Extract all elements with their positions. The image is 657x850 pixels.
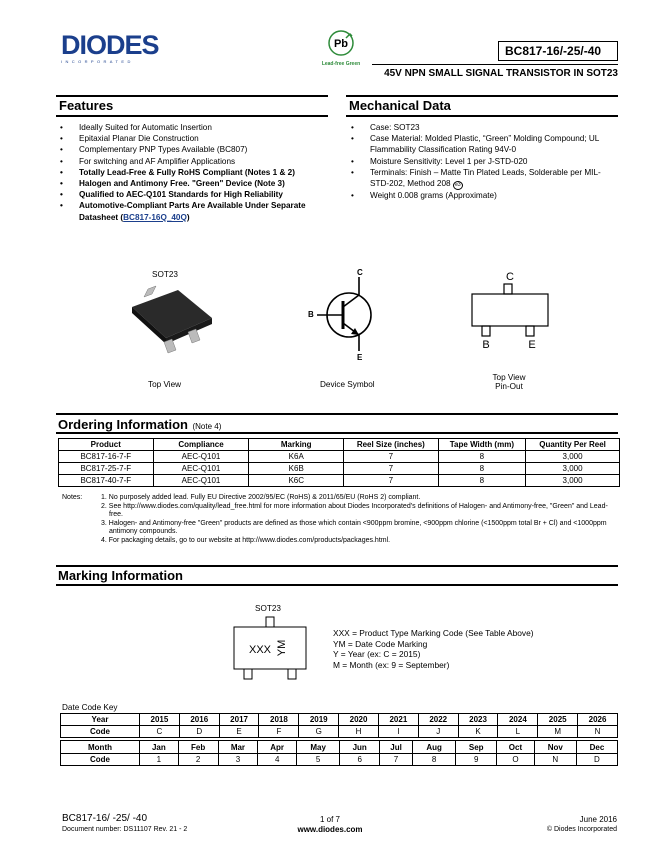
- table-row: BC817-40-7-F AEC-Q101 K6C 7 8 3,000: [59, 475, 620, 487]
- footer-page: 1 of 7: [319, 815, 340, 824]
- ordering-table: [58, 438, 620, 487]
- feature-item: • Totally Lead-Free & Fully RoHS Compliant (Notes 1 & 2): [56, 167, 328, 178]
- marking-code-ym: YM: [276, 639, 288, 657]
- marking-legend: XXX = Product Type Marking Code (See Table Above) YM = Date Code Marking Y = Year (ex: C = 2015) M = Month (ex: 9 = September): [333, 628, 534, 670]
- mechanical-item: • Terminals: Finish – Matte Tin Plated Leads, Solderable per MIL-STD-202, Method 208 e3: [347, 167, 607, 190]
- feature-item: • Qualified to AEC-Q101 Standards for High Reliability: [56, 189, 328, 200]
- footer-copyright: © Diodes Incorporated: [546, 826, 617, 833]
- year-code-row: Code C D E F G H I J K L M N: [61, 726, 618, 738]
- symbol-pin-c: C: [357, 268, 363, 277]
- table-row: BC817-25-7-F AEC-Q101 K6B 7 8 3,000: [59, 463, 620, 475]
- symbol-pin-e: E: [357, 353, 363, 362]
- date-code-month-table: [60, 740, 618, 766]
- table-row: BC817-16-7-F AEC-Q101 K6A 7 8 3,000: [59, 451, 620, 463]
- doc-subtitle: 45V NPN SMALL SIGNAL TRANSISTOR IN SOT23: [384, 68, 618, 79]
- feature-item: • Epitaxial Planar Die Construction: [56, 133, 328, 144]
- lead-free-logo: [316, 28, 366, 67]
- marking-code-xxx: XXX: [248, 644, 272, 656]
- note-item: 3. Halogen- and Antimony-free "Green" products are defined as those which contain <900ppm bromine, <900ppm chlorine (<1500ppm total Br + Cl) and <1000ppm antimony compounds.: [101, 519, 607, 536]
- ordering-title: Ordering Information (Note 4): [58, 417, 222, 432]
- top-view-caption: Top View: [148, 380, 182, 389]
- mechanical-item: • Case Material: Molded Plastic, “Green” Molding Compound; UL Flammability Classification Rating 94V-0: [347, 133, 607, 155]
- mechanical-title: Mechanical Data: [349, 98, 451, 113]
- pinout-pin-b: B: [482, 339, 490, 351]
- marking-title: Marking Information: [58, 568, 183, 583]
- feature-item: • Automotive-Compliant Parts Are Available Under Separate Datasheet (BC817-16Q_40Q): [56, 200, 328, 222]
- month-code-row: Code 1 2 3 4 5 6 7 8 9 O N D: [61, 754, 618, 766]
- device-symbol-caption: Device Symbol: [320, 380, 375, 389]
- symbol-pin-b: B: [308, 310, 314, 319]
- logo-text: DIODES: [61, 30, 159, 60]
- notes-list: [101, 494, 616, 546]
- e3-mark: e3: [453, 181, 463, 190]
- features-title: Features: [59, 98, 114, 113]
- note-item: 4. For packaging details, go to our website at http://www.diodes.com/products/packages.html.: [101, 536, 391, 544]
- marking-sot23-label: SOT23: [255, 604, 281, 613]
- feature-item: • Complementary PNP Types Available (BC807): [56, 144, 328, 155]
- lead-free-label: Lead-free Green: [321, 61, 361, 67]
- date-code-title: Date Code Key: [62, 703, 118, 712]
- feature-item: • For switching and AF Amplifier Applications: [56, 156, 328, 167]
- date-code-year-table: [60, 713, 618, 738]
- footer-date: June 2016: [579, 815, 617, 824]
- sot23-label: SOT23: [152, 270, 178, 279]
- features-list: [56, 122, 328, 223]
- marking-package-diagram: [230, 615, 310, 683]
- ordering-header-row: Product Compliance Marking Reel Size (inches) Tape Width (mm) Quantity Per Reel: [59, 439, 620, 451]
- logo-subtext: INCORPORATED: [61, 59, 134, 64]
- feature-item: • Halogen and Antimony Free. "Green" Device (Note 3): [56, 178, 328, 189]
- pinout-caption: Top View Pin-Out: [492, 373, 526, 391]
- device-symbol: [305, 265, 385, 365]
- sot23-package-image: [120, 282, 220, 362]
- feature-item: • Ideally Suited for Automatic Insertion: [56, 122, 328, 133]
- pinout-pin-c: C: [506, 271, 514, 283]
- pb-symbol: Pb: [333, 38, 349, 50]
- note-item: 1. No purposely added lead. Fully EU Directive 2002/95/EC (RoHS) & 2011/65/EU (RoHS 2) compliant.: [101, 494, 421, 501]
- note-item: 2. See http://www.diodes.com/quality/lead_free.html for more information about Diodes Incorporated’s definitions of Halogen- and Antimony-free, "Green" and Lead-free.: [101, 502, 608, 519]
- month-row: Month Jan Feb Mar Apr May Jun Jul Aug Sep Oct Nov Dec: [61, 741, 618, 754]
- mechanical-item: • Weight 0.008 grams (Approximate): [347, 190, 607, 201]
- pb-free-icon: [326, 28, 356, 58]
- notes-label: Notes:: [62, 494, 83, 501]
- company-logo: [61, 32, 159, 64]
- footer-doc-number: Document number: DS11107 Rev. 21 - 2: [62, 826, 188, 833]
- mechanical-list: [347, 122, 607, 201]
- year-row: Year 2015 2016 2017 2018 2019 2020 2021 2022 2023 2024 2025 2026: [61, 714, 618, 726]
- automotive-datasheet-link[interactable]: BC817-16Q_40Q: [123, 212, 187, 222]
- mechanical-item: • Moisture Sensitivity: Level 1 per J-STD-020: [347, 156, 607, 167]
- pinout-pin-e: E: [528, 339, 536, 351]
- mechanical-item: • Case: SOT23: [347, 122, 607, 133]
- footer-part: BC817-16/ -25/ -40: [62, 813, 148, 824]
- footer-website[interactable]: www.diodes.com: [297, 825, 363, 834]
- pinout-diagram: [468, 266, 558, 356]
- part-number-box: BC817-16/-25/-40: [498, 41, 618, 61]
